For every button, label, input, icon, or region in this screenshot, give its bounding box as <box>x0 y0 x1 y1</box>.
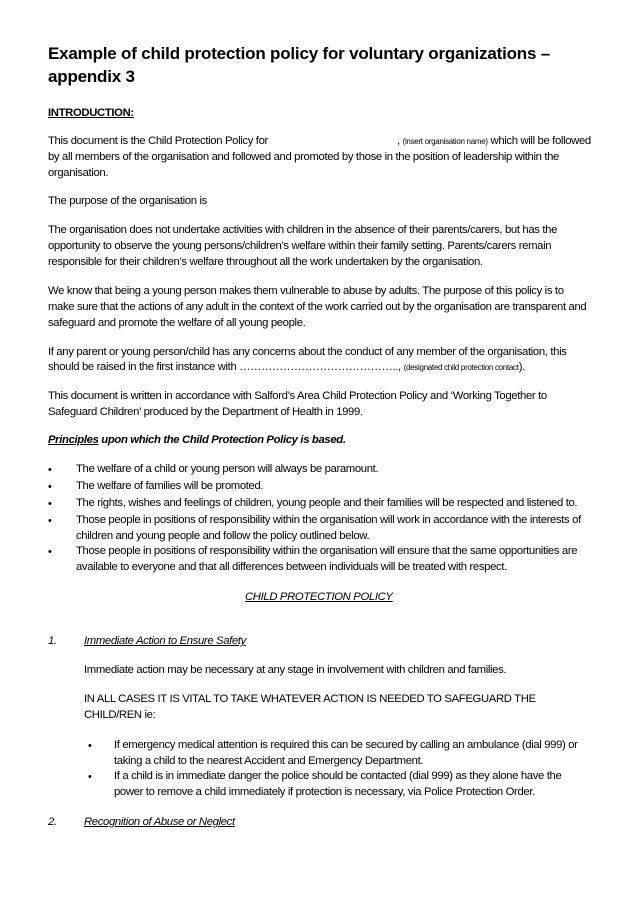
section-1-bullet-1-line2: taking a child to the nearest Accident and Emergency Department. <box>114 755 424 767</box>
bullet-icon: • <box>48 498 52 510</box>
bullet-icon: • <box>88 740 92 752</box>
introduction-heading: INTRODUCTION: <box>48 107 134 119</box>
intro-p5-end: ). <box>518 361 525 373</box>
bullet-icon: • <box>48 515 52 527</box>
section-1-title: Immediate Action to Ensure Safety <box>84 635 246 647</box>
intro-p3-line2: opportunity to observe the young persons/children’s welfare within their family setting. Parents/carers remain <box>48 240 552 252</box>
intro-p1-text-b: which will be followed <box>490 135 591 147</box>
intro-p5-text: should be raised in the first instance with …………………………………….., <box>48 361 401 373</box>
intro-p4-line1: We know that being a young person makes them vulnerable to abuse by adults. The purpose of this policy is to <box>48 285 564 297</box>
section-1-p2-line1: IN ALL CASES IT IS VITAL TO TAKE WHATEVER ACTION IS NEEDED TO SAFEGUARD THE <box>84 693 536 705</box>
principles-heading-rest: upon which the Child Protection Policy is based. <box>98 434 346 446</box>
document-title-line-1: Example of child protection policy for voluntary organizations – <box>48 44 550 63</box>
principle-item-4-line1: Those people in positions of responsibility within the organisation will work in accordance with the interests of <box>76 514 581 526</box>
document-title-line-2: appendix 3 <box>48 67 135 86</box>
intro-p5-line1: If any parent or young person/child has any concerns about the conduct of any member of the organisation, this <box>48 346 567 358</box>
intro-p6-line1: This document is written in accordance with Salford’s Area Child Protection Policy and ‘Working Together to <box>48 390 547 402</box>
section-2-title: Recognition of Abuse or Neglect <box>84 816 235 828</box>
intro-purpose: The purpose of the organisation is <box>48 195 207 207</box>
intro-p3-line3: responsible for their children’s welfare throughout all the work undertaken by the organisation. <box>48 256 483 268</box>
section-1-bullet-2-line1: If a child is in immediate danger the police should be contacted (dial 999) as they alone have the <box>114 770 562 782</box>
section-1-bullet-1-line1: If emergency medical attention is required this can be secured by calling an ambulance (dial 999) or <box>114 739 578 751</box>
designated-contact-note: (designated child protection contact <box>403 363 519 372</box>
intro-p1-text-a: This document is the Child Protection Policy for <box>48 135 268 147</box>
principles-heading <box>48 433 346 447</box>
section-1-p2-line2: CHILD/REN ie: <box>84 709 156 721</box>
intro-p1-line3: organisation. <box>48 167 109 179</box>
intro-p4-line2: make sure that the actions of any adult in the context of the work carried out by the organisation are transparent and <box>48 301 587 313</box>
principles-heading-underlined: Principles <box>48 434 99 446</box>
principle-item-5-line2: available to everyone and that all differences between individuals will be treated with respect. <box>76 561 507 573</box>
intro-p3-line1: The organisation does not undertake activities with children in the absence of their parents/carers, but has the <box>48 224 558 236</box>
principle-item-5-line1: Those people in positions of responsibility within the organisation will ensure that the same opportunities are <box>76 545 578 557</box>
principle-item-2: The welfare of families will be promoted. <box>76 480 264 492</box>
section-1-bullet-2-line2: power to remove a child immediately if protection is necessary, via Police Protection Order. <box>114 786 535 798</box>
section-1-number: 1. <box>48 635 57 647</box>
section-1-p1: Immediate action may be necessary at any stage in involvement with children and families. <box>84 664 507 676</box>
bullet-icon: • <box>88 771 92 783</box>
bullet-icon: • <box>48 481 52 493</box>
intro-p1-line1-right <box>397 134 591 149</box>
intro-p1-line1 <box>48 134 268 148</box>
principle-item-3: The rights, wishes and feelings of children, young people and their families will be respected and listened to. <box>76 497 578 509</box>
insert-organisation-name-note: (insert organisation name) <box>402 137 488 146</box>
intro-p1-line2: by all members of the organisation and followed and promoted by those in the position of leadership within the <box>48 151 559 163</box>
section-2-number: 2. <box>48 816 57 828</box>
intro-p6-line2: Safeguard Children’ produced by the Department of Health in 1999. <box>48 406 363 418</box>
principle-item-4-line2: children and young people and follow the policy outlined below. <box>76 530 370 542</box>
intro-p4-line3: safeguard and promote the welfare of all young people. <box>48 317 306 329</box>
policy-heading: CHILD PROTECTION POLICY <box>245 591 393 603</box>
bullet-icon: • <box>48 546 52 558</box>
intro-p5-line2 <box>48 360 525 375</box>
principle-item-1: The welfare of a child or young person will always be paramount. <box>76 463 379 475</box>
bullet-icon: • <box>48 464 52 476</box>
intro-p1-comma: , <box>397 135 400 147</box>
